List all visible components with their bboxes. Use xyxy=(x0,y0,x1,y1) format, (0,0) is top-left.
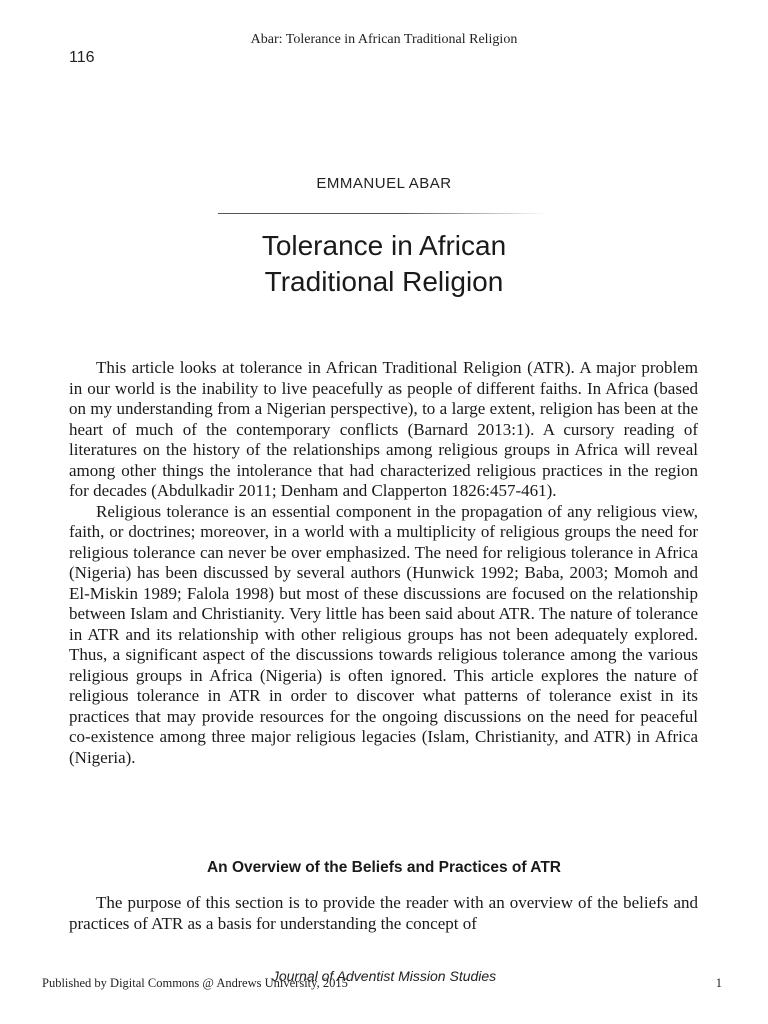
section-paragraph: The purpose of this section is to provide the reader with an overview of the beliefs and practices of ATR as a basis for understanding the concept of xyxy=(69,893,698,933)
title-line-2: Traditional Religion xyxy=(264,266,504,297)
publisher-footer: Published by Digital Commons @ Andrews University, 2015 xyxy=(42,976,348,990)
section-body xyxy=(69,893,698,934)
page-number: 116 xyxy=(69,49,95,66)
sheet-number: 1 xyxy=(715,976,722,990)
article-title xyxy=(0,228,768,300)
title-line-1: Tolerance in African xyxy=(261,230,507,261)
running-header: Abar: Tolerance in African Traditional Religion xyxy=(250,32,518,47)
paragraph-2: Religious tolerance is an essential component in the propagation of any religious view, faith, or doctrines; moreover, in a world with a multiplicity of religious groups the need for religious tolerance can never be over emphasized. The need for religious tolerance in Africa (Nigeria) has been discussed by several authors (Hunwick 1992; Baba, 2003; Momoh and El-Miskin 1989; Falola 1998) but most of these discussions are focused on the relationship between Islam and Christianity. Very little has been said about ATR. The nature of tolerance in ATR and its relationship with other religious groups has not been adequately explored. Thus, a significant aspect of the discussions towards religious tolerance among the various religious groups in Africa (Nigeria) is often ignored. This article explores the nature of religious tolerance in ATR in order to discover what patterns of tolerance exist in its practices that may provide resources for the ongoing discussions on the need for peaceful co-existence among three major religious legacies (Islam, Christianity, and ATR) in Africa (Nigeria). xyxy=(69,501,698,767)
journal-footer: Journal of Adventist Mission Studies xyxy=(271,968,497,984)
section-heading: An Overview of the Beliefs and Practices of ATR xyxy=(206,859,561,876)
author-name: EMMANUEL ABAR xyxy=(316,175,452,192)
article-body xyxy=(69,358,698,768)
title-divider xyxy=(218,213,548,214)
paragraph-1: This article looks at tolerance in African Traditional Religion (ATR). A major problem in our world is the inability to live peacefully as people of different faiths. In Africa (based on my understanding from a Nigerian perspective), to a large extent, religion has been at the heart of much of the contemporary conflicts (Barnard 2013:1). A cursory reading of literatures on the history of the relationships among religious groups in Africa will reveal among other things the intolerance that had characterized religious practices in the region for decades (Abdulkadir 2011; Denham and Clapperton 1826:457-461). xyxy=(69,358,698,500)
